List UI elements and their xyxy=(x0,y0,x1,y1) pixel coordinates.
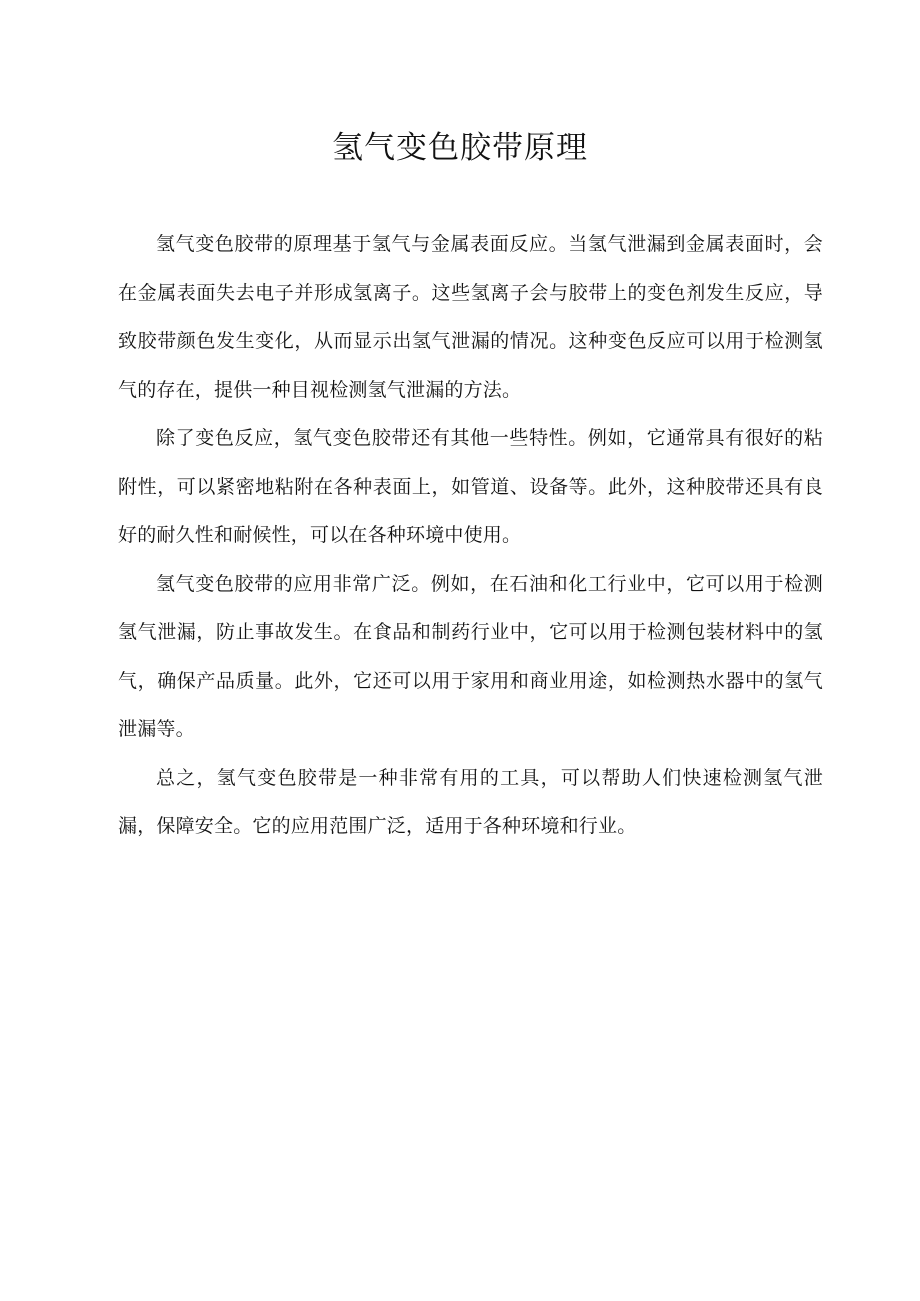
paragraph-1: 氢气变色胶带的原理基于氢气与金属表面反应。当氢气泄漏到金属表面时，会在金属表面失去电子并形成氢离子。这些氢离子会与胶带上的变色剂发生反应，导致胶带颜色发生变化，从而显示出氢气泄漏的情况。这种变色反应可以用于检测氢气的存在，提供一种目视检测氢气泄漏的方法。 xyxy=(118,233,823,401)
paragraph-2: 除了变色反应，氢气变色胶带还有其他一些特性。例如，它通常具有很好的粘附性，可以紧密地粘附在各种表面上，如管道、设备等。此外，这种胶带还具有良好的耐久性和耐候性，可以在各种环境中使用。 xyxy=(118,427,823,546)
document-title: 氢气变色胶带原理 xyxy=(332,130,588,166)
paragraph-4: 总之，氢气变色胶带是一种非常有用的工具，可以帮助人们快速检测氢气泄漏，保障安全。它的应用范围广泛，适用于各种环境和行业。 xyxy=(118,766,823,837)
paragraph-3: 氢气变色胶带的应用非常广泛。例如，在石油和化工行业中，它可以用于检测氢气泄漏，防止事故发生。在食品和制药行业中，它可以用于检测包装材料中的氢气，确保产品质量。此外，它还可以用于家用和商业用途，如检测热水器中的氢气泄漏等。 xyxy=(118,572,823,740)
document-body xyxy=(118,220,823,851)
